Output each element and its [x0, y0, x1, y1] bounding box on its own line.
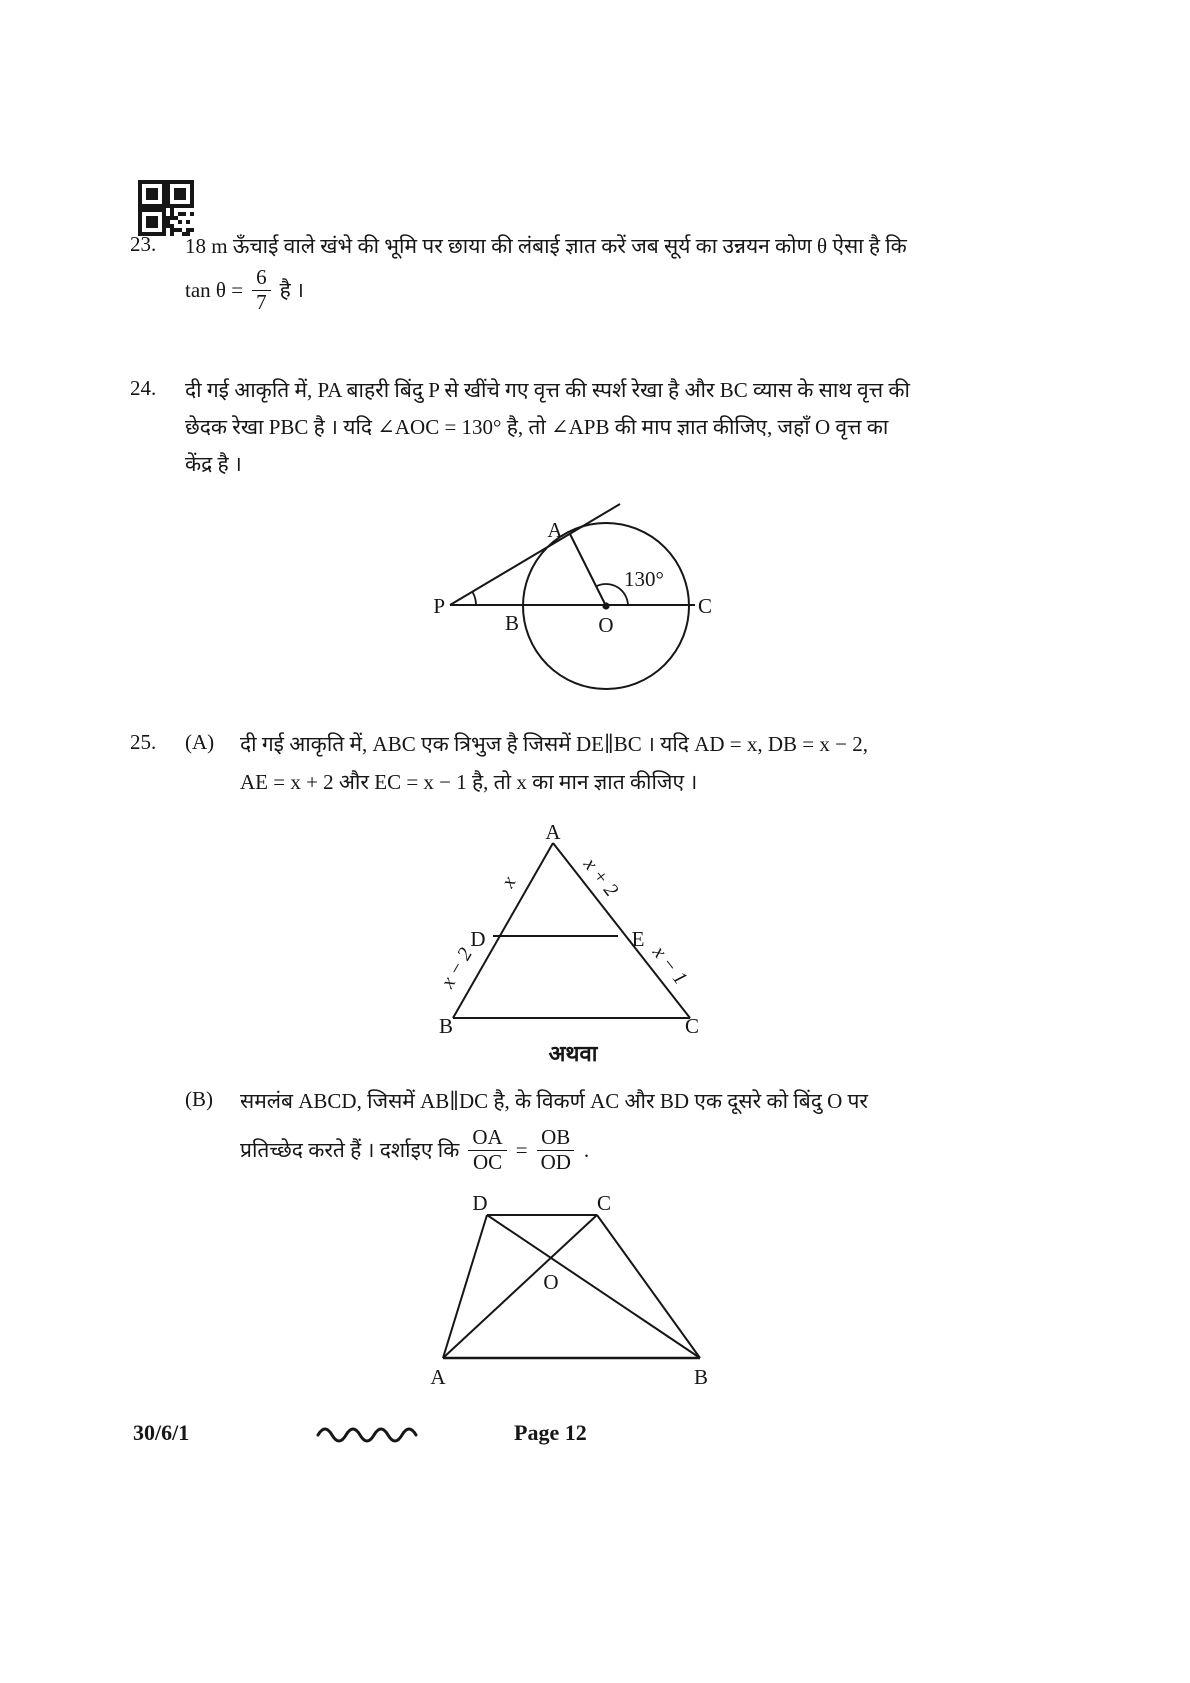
squiggle-path [318, 1429, 416, 1441]
squiggle-divider [316, 1424, 418, 1444]
qr-code [138, 180, 194, 236]
fraction-numerator: 6 [252, 266, 271, 291]
question-25a-line2: AE = x + 2 और EC = x − 1 है, तो x का मान ज्ञात कीजिए । [240, 770, 698, 794]
length-label-ad: x [497, 872, 521, 892]
side-ab [453, 843, 553, 1018]
fraction-numerator: OA [468, 1126, 506, 1151]
point-label-a: A [430, 1365, 446, 1389]
question-24-line1: दी गई आकृति में, PA बाहरी बिंदु P से खींचे गए वृत्त की स्पर्श रेखा है और BC व्यास के साथ वृत्त की [185, 378, 910, 402]
center-dot [602, 602, 609, 609]
angle-value-label: 130° [624, 567, 664, 591]
point-label-a: A [547, 518, 563, 542]
point-label-c: C [698, 594, 713, 618]
radius-oa [570, 534, 606, 606]
point-label-e: E [631, 927, 645, 951]
point-label-b: B [504, 611, 520, 635]
part-a-label: (A) [185, 730, 215, 754]
point-label-p: P [433, 594, 445, 618]
point-label-c: C [684, 1014, 700, 1038]
point-label-b: B [693, 1365, 709, 1389]
point-label-d: D [470, 927, 486, 951]
line2-prefix: प्रतिच्छेद करते हैं । दर्शाइए कि [240, 1138, 460, 1163]
point-label-d: D [472, 1192, 488, 1215]
fraction-oa-oc [468, 1126, 506, 1174]
fraction-numerator: OB [537, 1126, 574, 1151]
length-label-db: x − 2 [436, 944, 477, 992]
equation-suffix: है । [279, 278, 304, 303]
point-label-o: O [598, 613, 614, 637]
question-25a-line1: दी गई आकृति में, ABC एक त्रिभुज है जिसमें DE∥BC । यदि AD = x, DB = x − 2, [240, 732, 868, 756]
tangent-line-pa [450, 504, 620, 605]
equals-sign: = [515, 1137, 528, 1162]
point-label-c: C [596, 1192, 612, 1215]
question-23-number: 23. [130, 232, 157, 256]
fraction-denominator: 7 [256, 289, 267, 314]
fraction-6-7 [252, 266, 271, 314]
angle-arc-p [472, 592, 476, 605]
point-label-o: O [543, 1270, 559, 1294]
question-24-number: 24. [130, 376, 157, 400]
tan-theta-expression: tan θ = [185, 277, 244, 302]
fraction-ob-od [537, 1126, 575, 1174]
figure-triangle-abc [430, 818, 720, 1040]
question-25b-line1: समलंब ABCD, जिसमें AB∥DC है, के विकर्ण AC और BD एक दूसरे को बिंदु O पर [240, 1089, 869, 1113]
question-23-equation [185, 266, 304, 314]
or-separator: अथवा [548, 1041, 598, 1066]
fraction-denominator: OD [540, 1149, 571, 1174]
length-label-ec: x − 1 [648, 941, 692, 989]
length-label-ae: x + 2 [579, 853, 623, 901]
side-cb [597, 1215, 700, 1358]
fraction-denominator: OC [472, 1149, 503, 1174]
line2-suffix: . [583, 1137, 590, 1162]
side-ac [553, 843, 690, 1018]
question-25b-line2 [240, 1126, 589, 1174]
figure-circle-tangent [420, 480, 720, 698]
page-number: Page 12 [514, 1420, 587, 1445]
question-25-number: 25. [130, 730, 157, 754]
question-24-line2: छेदक रेखा PBC है । यदि ∠AOC = 130° है, तो ∠APB की माप ज्ञात कीजिए, जहाँ O वृत्त का [185, 415, 889, 439]
point-label-b: B [438, 1014, 454, 1038]
figure-trapezium-abcd [420, 1192, 720, 1392]
paper-code: 30/6/1 [133, 1420, 190, 1445]
part-b-label: (B) [185, 1087, 213, 1111]
question-23-text: 18 m ऊँचाई वाले खंभे की भूमि पर छाया की लंबाई ज्ञात करें जब सूर्य का उन्नयन कोण θ ऐसा है कि [185, 234, 907, 258]
question-24-line3: केंद्र है । [185, 452, 242, 476]
point-label-a: A [545, 820, 561, 844]
